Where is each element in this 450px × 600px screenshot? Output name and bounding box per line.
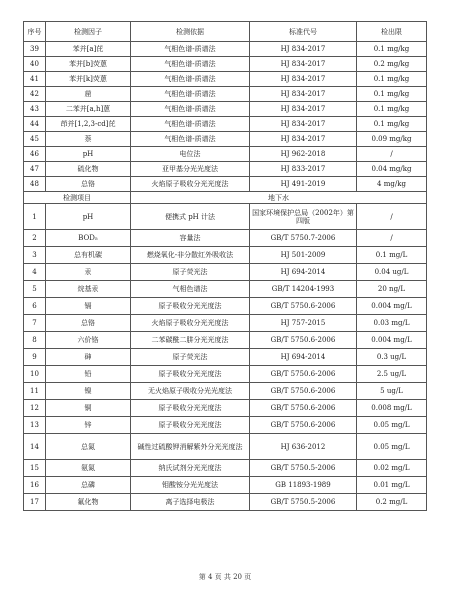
cell-limit: 0.05 mg/L — [357, 434, 427, 460]
table-row — [24, 147, 427, 162]
cell-no: 8 — [24, 332, 46, 349]
cell-limit: / — [357, 230, 427, 247]
cell-factor: 䓛 — [46, 87, 131, 102]
table-row — [24, 460, 427, 477]
cell-factor: 氨氮 — [46, 460, 131, 477]
table-row — [24, 230, 427, 247]
section-value: 地下水 — [131, 192, 427, 204]
cell-no: 12 — [24, 400, 46, 417]
cell-limit: 0.01 mg/L — [357, 477, 427, 494]
cell-method: 原子吸收分光光度法 — [131, 298, 250, 315]
cell-standard: GB/T 5750.6-2006 — [250, 383, 357, 400]
cell-no: 9 — [24, 349, 46, 366]
cell-factor: 总铬 — [46, 177, 131, 192]
cell-standard: HJ 636-2012 — [250, 434, 357, 460]
cell-standard: HJ 834-2017 — [250, 87, 357, 102]
cell-standard: GB/T 5750.6-2006 — [250, 417, 357, 434]
cell-factor: 茚并[1,2,3-cd]芘 — [46, 117, 131, 132]
cell-no: 46 — [24, 147, 46, 162]
cell-factor: 总磷 — [46, 477, 131, 494]
cell-standard: HJ 834-2017 — [250, 132, 357, 147]
table-row — [24, 477, 427, 494]
cell-limit: 0.004 mg/L — [357, 332, 427, 349]
cell-limit: 4 mg/kg — [357, 177, 427, 192]
cell-standard: HJ 962-2018 — [250, 147, 357, 162]
cell-no: 40 — [24, 57, 46, 72]
cell-no: 47 — [24, 162, 46, 177]
cell-factor: 萘 — [46, 132, 131, 147]
cell-limit: 0.1 mg/kg — [357, 102, 427, 117]
cell-limit: 0.1 mg/L — [357, 247, 427, 264]
table-row — [24, 332, 427, 349]
cell-no: 39 — [24, 42, 46, 57]
table-row — [24, 417, 427, 434]
cell-factor: 总氮 — [46, 434, 131, 460]
cell-factor: 铜 — [46, 400, 131, 417]
table-row — [24, 204, 427, 230]
cell-method: 原子吸收分光光度法 — [131, 366, 250, 383]
cell-limit: 0.008 mg/L — [357, 400, 427, 417]
cell-factor: 烷基汞 — [46, 281, 131, 298]
table-row — [24, 87, 427, 102]
detection-methods-table — [23, 21, 427, 511]
cell-factor: 锌 — [46, 417, 131, 434]
cell-limit: 0.1 mg/kg — [357, 117, 427, 132]
cell-no: 15 — [24, 460, 46, 477]
cell-factor: 总铬 — [46, 315, 131, 332]
cell-method: 离子选择电极法 — [131, 494, 250, 511]
cell-standard: HJ 834-2017 — [250, 102, 357, 117]
cell-method: 火焰原子吸收分光光度法 — [131, 177, 250, 192]
cell-standard: GB/T 5750.7-2006 — [250, 230, 357, 247]
cell-standard: GB/T 5750.5-2006 — [250, 494, 357, 511]
table-row — [24, 102, 427, 117]
cell-no: 13 — [24, 417, 46, 434]
cell-factor: pH — [46, 147, 131, 162]
cell-no: 48 — [24, 177, 46, 192]
cell-method: 气相色谱-质谱法 — [131, 42, 250, 57]
cell-factor: 苯并[a]芘 — [46, 42, 131, 57]
table-row — [24, 117, 427, 132]
cell-factor: 二苯并[a,h]蒽 — [46, 102, 131, 117]
cell-method: 纳氏试剂分光光度法 — [131, 460, 250, 477]
table-row — [24, 177, 427, 192]
cell-no: 10 — [24, 366, 46, 383]
cell-standard: HJ 694-2014 — [250, 349, 357, 366]
cell-standard: GB/T 5750.6-2006 — [250, 366, 357, 383]
cell-limit: 2.5 ug/L — [357, 366, 427, 383]
table-row — [24, 298, 427, 315]
cell-method: 便携式 pH 计法 — [131, 204, 250, 230]
cell-limit: 0.05 mg/L — [357, 417, 427, 434]
cell-no: 7 — [24, 315, 46, 332]
cell-method: 二苯碳酰二肼分光光度法 — [131, 332, 250, 349]
cell-method: 气相色谱法 — [131, 281, 250, 298]
cell-standard: GB/T 5750.6-2006 — [250, 400, 357, 417]
cell-factor: 镍 — [46, 383, 131, 400]
table-row — [24, 494, 427, 511]
cell-standard: GB/T 5750.5-2006 — [250, 460, 357, 477]
page-footer: 第 4 页 共 20 页 — [198, 573, 252, 581]
cell-method: 钼酸铵分光光度法 — [131, 477, 250, 494]
cell-method: 气相色谱-质谱法 — [131, 132, 250, 147]
cell-method: 气相色谱-质谱法 — [131, 57, 250, 72]
cell-factor: 镉 — [46, 298, 131, 315]
section-label: 检测项目 — [24, 192, 131, 204]
cell-limit: 0.2 mg/kg — [357, 57, 427, 72]
cell-no: 41 — [24, 72, 46, 87]
table-row — [24, 42, 427, 57]
table-header-row — [24, 22, 427, 42]
cell-limit: 0.1 mg/kg — [357, 72, 427, 87]
cell-factor: 苯并[b]荧蒽 — [46, 57, 131, 72]
cell-limit: 检出限 — [357, 22, 427, 42]
table-row — [24, 366, 427, 383]
cell-standard: GB 11893-1989 — [250, 477, 357, 494]
cell-no: 4 — [24, 264, 46, 281]
cell-limit: 0.004 mg/L — [357, 298, 427, 315]
cell-standard: HJ 834-2017 — [250, 42, 357, 57]
cell-standard: HJ 501-2009 — [250, 247, 357, 264]
table-row — [24, 72, 427, 87]
cell-standard: HJ 491-2019 — [250, 177, 357, 192]
cell-factor: 六价铬 — [46, 332, 131, 349]
cell-no: 6 — [24, 298, 46, 315]
cell-no: 11 — [24, 383, 46, 400]
cell-method: 原子荧光法 — [131, 264, 250, 281]
cell-factor: BOD₅ — [46, 230, 131, 247]
cell-standard: HJ 834-2017 — [250, 57, 357, 72]
table-row — [24, 281, 427, 298]
table-row — [24, 57, 427, 72]
cell-limit: 0.3 ug/L — [357, 349, 427, 366]
cell-method: 容量法 — [131, 230, 250, 247]
cell-factor: 硫化物 — [46, 162, 131, 177]
cell-limit: 20 ng/L — [357, 281, 427, 298]
cell-limit: 0.2 mg/L — [357, 494, 427, 511]
cell-no: 2 — [24, 230, 46, 247]
section-row — [24, 192, 427, 204]
cell-factor: 氟化物 — [46, 494, 131, 511]
cell-factor: 总有机碳 — [46, 247, 131, 264]
cell-method: 亚甲基分光光度法 — [131, 162, 250, 177]
table-row — [24, 264, 427, 281]
cell-limit: 0.1 mg/kg — [357, 42, 427, 57]
cell-no: 序号 — [24, 22, 46, 42]
cell-standard: HJ 694-2014 — [250, 264, 357, 281]
cell-no: 5 — [24, 281, 46, 298]
table-row — [24, 315, 427, 332]
cell-limit: 5 ug/L — [357, 383, 427, 400]
cell-standard: HJ 834-2017 — [250, 72, 357, 87]
cell-standard: GB/T 14204-1993 — [250, 281, 357, 298]
cell-method: 气相色谱-质谱法 — [131, 102, 250, 117]
cell-limit: 0.1 mg/kg — [357, 87, 427, 102]
cell-method: 原子吸收分光光度法 — [131, 417, 250, 434]
cell-no: 3 — [24, 247, 46, 264]
cell-method: 原子吸收分光光度法 — [131, 400, 250, 417]
cell-no: 16 — [24, 477, 46, 494]
cell-factor: pH — [46, 204, 131, 230]
cell-no: 14 — [24, 434, 46, 460]
cell-standard: 国家环境保护总局（2002年）第四版 — [250, 204, 357, 230]
cell-no: 1 — [24, 204, 46, 230]
cell-method: 原子荧光法 — [131, 349, 250, 366]
cell-factor: 检测因子 — [46, 22, 131, 42]
cell-standard: HJ 833-2017 — [250, 162, 357, 177]
cell-method: 火焰原子吸收分光光度法 — [131, 315, 250, 332]
table-row — [24, 400, 427, 417]
cell-method: 无火焰原子吸收分光光度法 — [131, 383, 250, 400]
cell-factor: 铅 — [46, 366, 131, 383]
cell-no: 17 — [24, 494, 46, 511]
cell-no: 42 — [24, 87, 46, 102]
cell-factor: 汞 — [46, 264, 131, 281]
table-row — [24, 383, 427, 400]
cell-method: 气相色谱-质谱法 — [131, 117, 250, 132]
cell-no: 44 — [24, 117, 46, 132]
table-body — [24, 22, 427, 511]
cell-limit: 0.04 mg/kg — [357, 162, 427, 177]
cell-standard: HJ 757-2015 — [250, 315, 357, 332]
cell-limit: / — [357, 204, 427, 230]
cell-method: 检测依据 — [131, 22, 250, 42]
table-row — [24, 349, 427, 366]
table-row — [24, 132, 427, 147]
cell-factor: 苯并[k]荧蒽 — [46, 72, 131, 87]
cell-method: 气相色谱-质谱法 — [131, 72, 250, 87]
table-row — [24, 162, 427, 177]
cell-limit: 0.04 ug/L — [357, 264, 427, 281]
cell-standard: GB/T 5750.6-2006 — [250, 298, 357, 315]
cell-limit: 0.09 mg/kg — [357, 132, 427, 147]
cell-factor: 砷 — [46, 349, 131, 366]
table-row — [24, 434, 427, 460]
cell-limit: / — [357, 147, 427, 162]
cell-standard: GB/T 5750.6-2006 — [250, 332, 357, 349]
cell-no: 45 — [24, 132, 46, 147]
cell-limit: 0.03 mg/L — [357, 315, 427, 332]
cell-no: 43 — [24, 102, 46, 117]
table-row — [24, 247, 427, 264]
cell-method: 碱性过硫酸钾消解紫外分光光度法 — [131, 434, 250, 460]
cell-method: 电位法 — [131, 147, 250, 162]
cell-limit: 0.02 mg/L — [357, 460, 427, 477]
cell-method: 燃烧氧化-非分散红外吸收法 — [131, 247, 250, 264]
cell-standard: 标准代号 — [250, 22, 357, 42]
cell-standard: HJ 834-2017 — [250, 117, 357, 132]
cell-method: 气相色谱-质谱法 — [131, 87, 250, 102]
